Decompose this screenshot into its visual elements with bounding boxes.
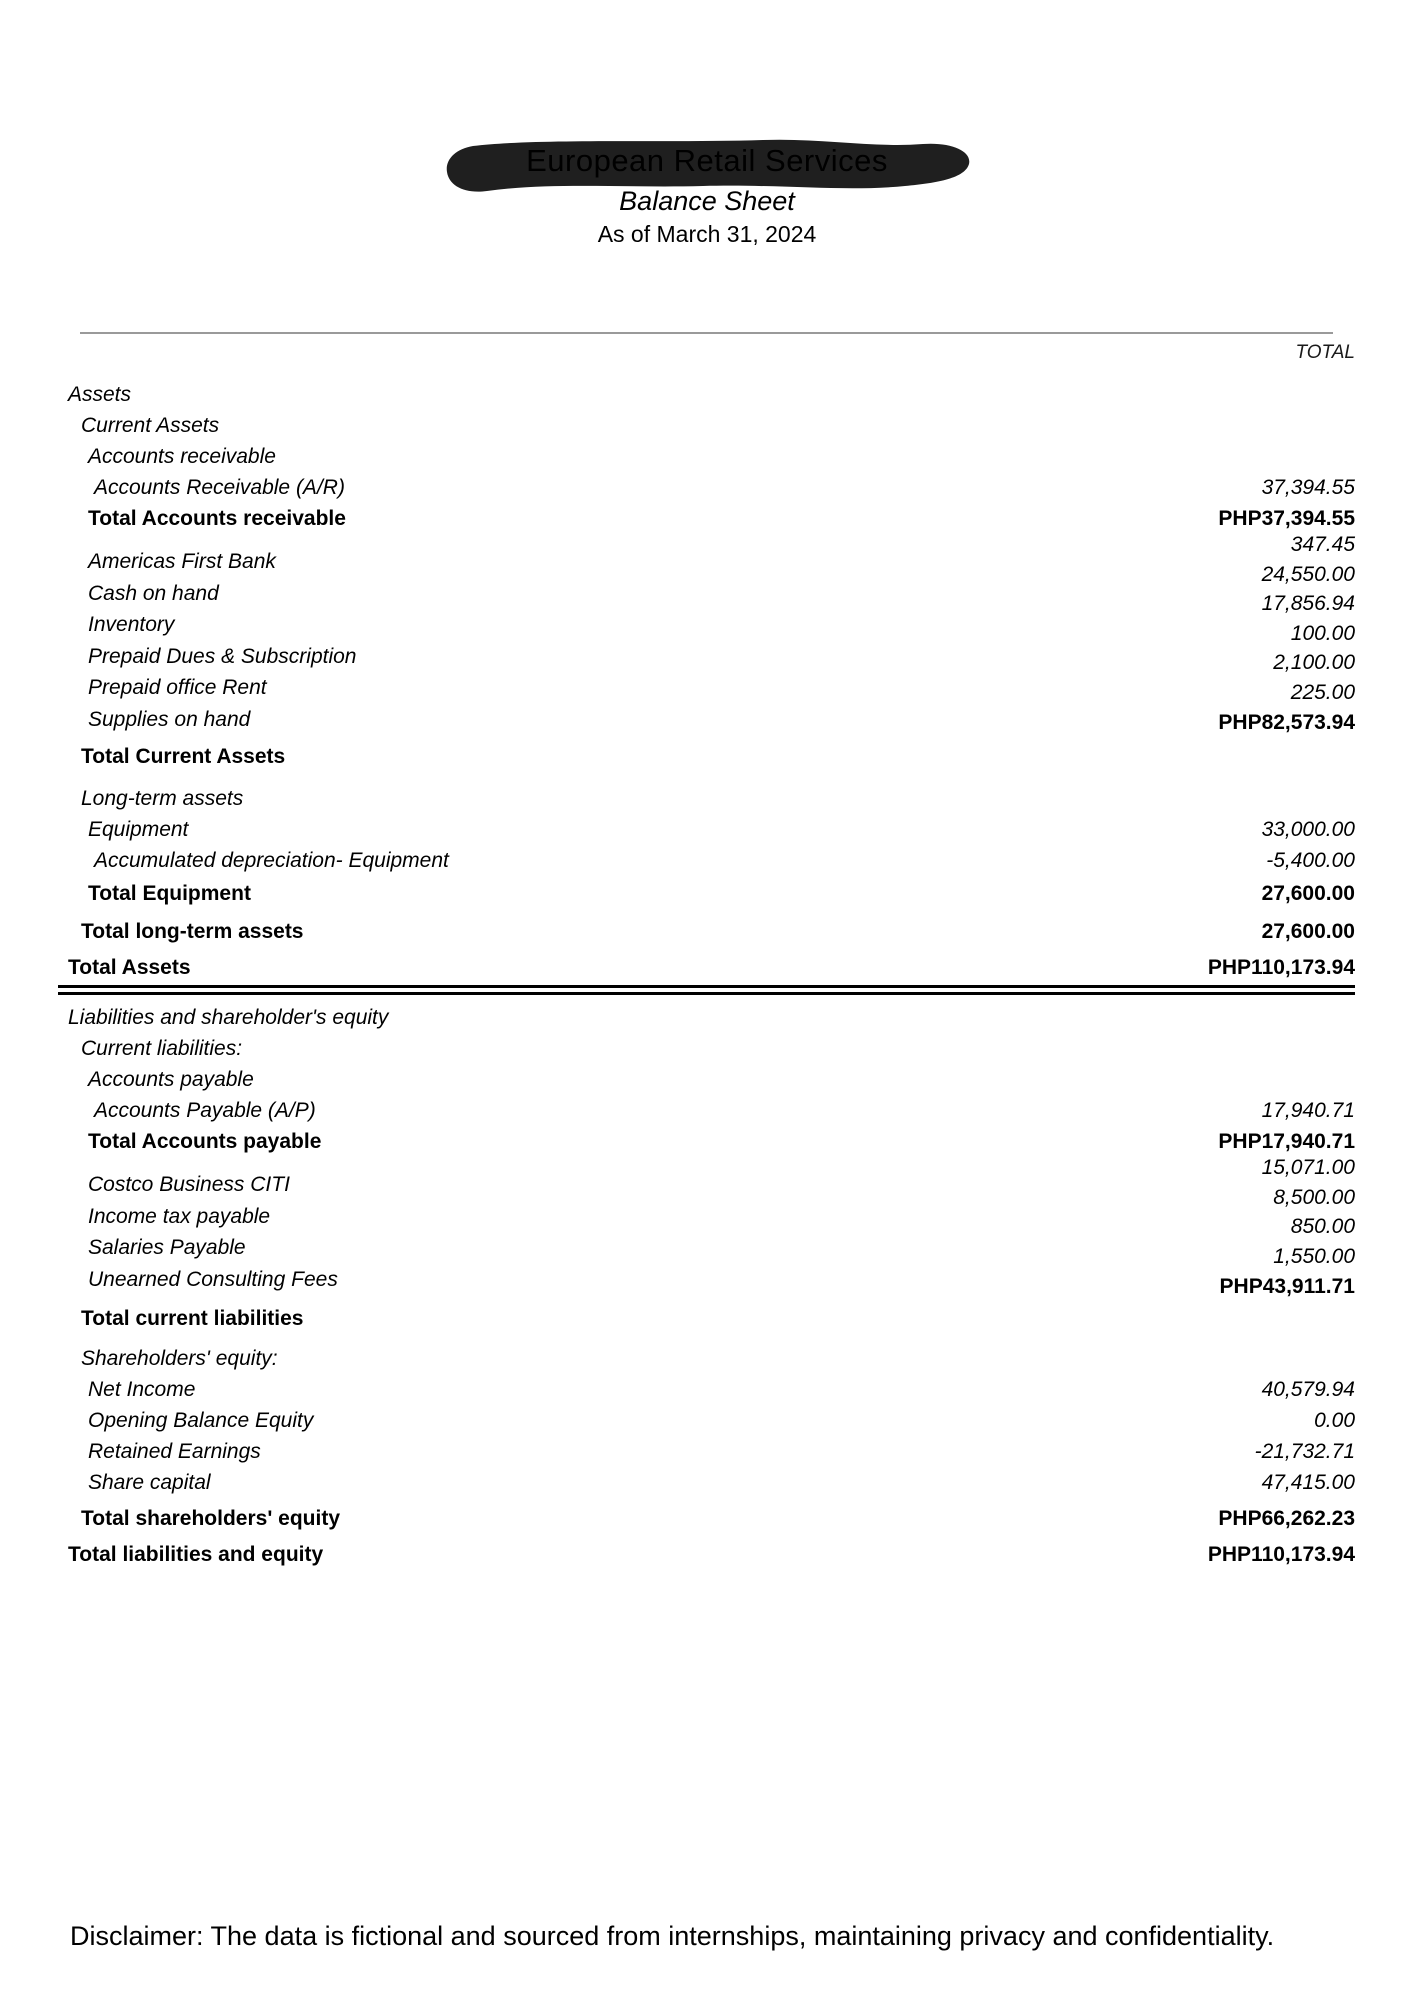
report-rows — [68, 379, 1355, 1570]
total-assets-double-rule — [58, 985, 1355, 995]
account-value: 2,100.00 — [1273, 651, 1355, 675]
row-label: Total long-term assets — [81, 919, 304, 943]
section-row — [68, 379, 1355, 410]
account-value: 8,500.00 — [1273, 1185, 1355, 1209]
row-label: Current Assets — [81, 413, 220, 437]
section-row — [68, 1033, 1355, 1064]
row-value: PHP17,940.71 — [1218, 1129, 1355, 1153]
offset-row-block — [68, 1157, 1355, 1301]
account-value: 17,856.94 — [1261, 592, 1355, 616]
account-label: Prepaid office Rent — [88, 676, 267, 699]
section-row — [68, 783, 1355, 814]
account-row — [68, 472, 1355, 503]
company-name: European Retail Services — [526, 143, 888, 178]
row-label: Total Accounts receivable — [88, 506, 346, 530]
offset-value-column — [1218, 530, 1355, 737]
section-row — [68, 441, 1355, 472]
account-row — [68, 845, 1355, 876]
total-row — [68, 503, 1355, 534]
total-row — [68, 1503, 1355, 1534]
offset-label-column — [68, 1157, 338, 1301]
account-label: Supplies on hand — [88, 707, 251, 731]
row-label: Liabilities and shareholder's equity — [68, 1005, 389, 1029]
section-row — [68, 1343, 1355, 1374]
account-row — [68, 1467, 1355, 1498]
account-value: 1,550.00 — [1273, 1244, 1355, 1268]
document-header — [0, 0, 1414, 247]
account-value: 100.00 — [1290, 621, 1355, 645]
offset-label-column — [68, 534, 356, 737]
account-value: PHP82,573.94 — [1218, 710, 1355, 734]
account-label: Prepaid Dues & Subscription — [88, 644, 357, 668]
row-label: Current liabilities: — [81, 1036, 243, 1060]
column-header-row — [68, 338, 1355, 368]
total-column-header: TOTAL — [1295, 342, 1355, 363]
row-value: 27,600.00 — [1261, 881, 1355, 905]
row-label: Total Equipment — [88, 881, 251, 905]
row-label: Long-term assets — [81, 786, 244, 810]
section-row — [68, 1064, 1355, 1095]
row-label: Accounts receivable — [88, 444, 276, 468]
total-row — [68, 878, 1355, 909]
row-label: Shareholders' equity: — [81, 1346, 278, 1370]
disclaimer-text: Disclaimer: The data is fictional and sourced from internships, maintaining privacy and confidentiality. — [70, 1921, 1275, 1951]
row-label: Accounts Payable (A/P) — [94, 1098, 316, 1122]
row-label: Accounts payable — [88, 1067, 254, 1091]
account-row — [68, 814, 1355, 845]
account-label: Inventory — [88, 613, 175, 636]
row-value: 17,940.71 — [1261, 1098, 1355, 1122]
account-value: 850.00 — [1290, 1215, 1355, 1239]
row-value: PHP110,173.94 — [1207, 955, 1355, 979]
row-value: 47,415.00 — [1261, 1470, 1355, 1494]
row-label: Total Accounts payable — [88, 1129, 322, 1153]
row-value: -5,400.00 — [1266, 848, 1355, 872]
account-label: Unearned Consulting Fees — [88, 1267, 338, 1291]
total-row — [68, 952, 1355, 983]
row-label: Total shareholders' equity — [81, 1506, 340, 1530]
row-label: Total Assets — [68, 955, 191, 979]
account-label: Income tax payable — [88, 1204, 271, 1228]
total-row — [68, 1539, 1355, 1570]
row-value: PHP66,262.23 — [1218, 1506, 1355, 1530]
total-row — [68, 916, 1355, 947]
row-value: PHP110,173.94 — [1207, 1542, 1355, 1566]
row-label: Retained Earnings — [88, 1439, 261, 1463]
row-label: Assets — [68, 382, 132, 406]
row-label: Opening Balance Equity — [88, 1408, 314, 1432]
row-label: Share capital — [88, 1470, 211, 1494]
row-label: Total liabilities and equity — [68, 1542, 324, 1566]
row-label: Net Income — [88, 1377, 196, 1401]
account-label: Cash on hand — [88, 581, 219, 605]
account-label: Costco Business CITI — [88, 1173, 290, 1197]
row-value: 37,394.55 — [1261, 475, 1355, 499]
row-value: 0.00 — [1314, 1408, 1355, 1432]
account-value: 225.00 — [1290, 680, 1355, 704]
account-row — [68, 1095, 1355, 1126]
row-value: -21,732.71 — [1254, 1439, 1355, 1463]
row-value: 33,000.00 — [1261, 817, 1355, 841]
account-value: 24,550.00 — [1261, 562, 1355, 586]
row-label: Accounts Receivable (A/R) — [94, 475, 345, 499]
account-row — [68, 1405, 1355, 1436]
balance-sheet-table — [0, 332, 1414, 1570]
report-title: Balance Sheet — [619, 186, 795, 216]
total-row — [68, 1303, 1355, 1334]
account-row — [68, 1374, 1355, 1405]
account-value: 347.45 — [1290, 533, 1355, 556]
account-value: PHP43,911.71 — [1219, 1274, 1355, 1298]
header-separator-line — [80, 332, 1333, 334]
row-label: Equipment — [88, 817, 189, 841]
row-value: 27,600.00 — [1261, 919, 1355, 943]
total-row — [68, 1126, 1355, 1157]
account-row — [68, 1436, 1355, 1467]
offset-value-column — [1220, 1153, 1355, 1301]
account-value: 15,071.00 — [1261, 1156, 1355, 1180]
account-label: Americas First Bank — [88, 550, 276, 573]
total-row — [68, 741, 1355, 772]
section-row — [68, 1002, 1355, 1033]
report-date: As of March 31, 2024 — [597, 221, 817, 247]
row-label: Total Current Assets — [81, 744, 286, 768]
section-row — [68, 410, 1355, 441]
row-value: PHP37,394.55 — [1218, 506, 1355, 530]
account-label: Salaries Payable — [88, 1236, 246, 1260]
row-label: Accumulated depreciation- Equipment — [94, 848, 449, 872]
row-label: Total current liabilities — [81, 1306, 304, 1330]
row-value: 40,579.94 — [1261, 1377, 1355, 1401]
offset-row-block — [68, 534, 1355, 737]
